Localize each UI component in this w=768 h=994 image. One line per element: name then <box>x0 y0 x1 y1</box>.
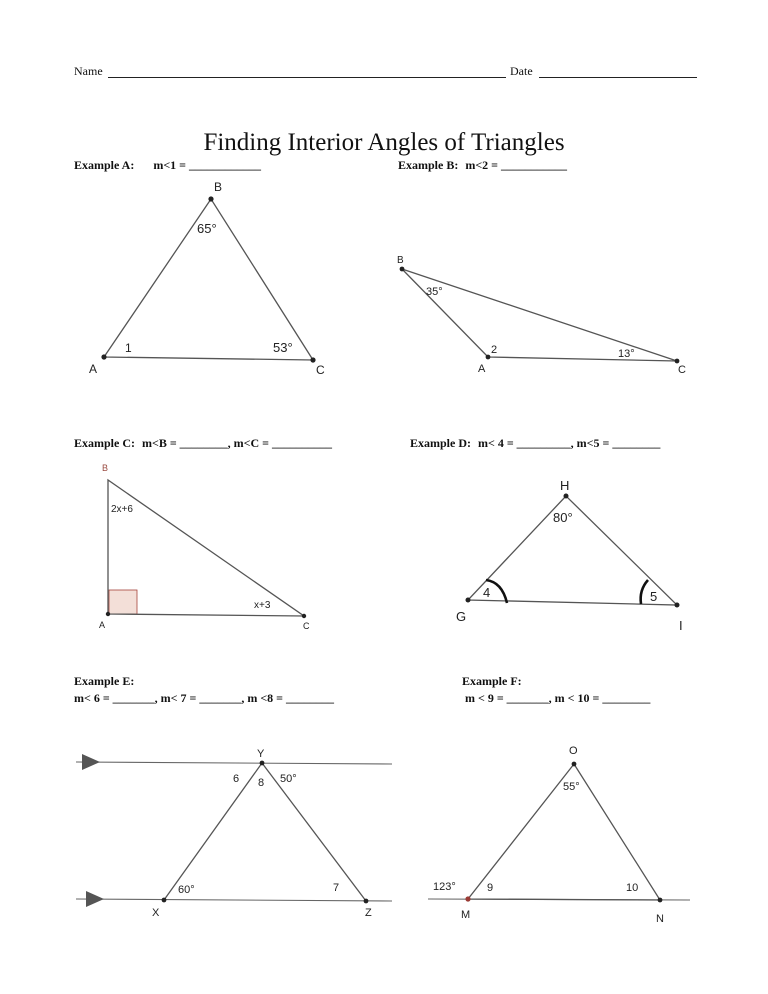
triangle-e <box>76 748 392 919</box>
example-d-label: Example D: <box>410 436 471 450</box>
example-c-label: Example C: <box>74 436 135 450</box>
triangle-f <box>428 745 690 925</box>
vertex-d-top: H <box>560 478 570 493</box>
angle-d-left: 4 <box>483 585 491 600</box>
vertex-c-left: A <box>99 620 106 630</box>
angle-c-top: 2x+6 <box>111 504 133 515</box>
angle-f-10: 10 <box>626 882 639 894</box>
angle-f-exterior: 123° <box>433 881 456 893</box>
vertex-e-left: X <box>152 907 160 919</box>
vertex-c-right: C <box>303 621 310 631</box>
triangle-c <box>99 463 310 631</box>
angle-f-9: 9 <box>487 882 494 894</box>
vertex-b-left: A <box>478 363 486 375</box>
page-title: Finding Interior Angles of Triangles <box>203 128 565 156</box>
angle-e-6: 6 <box>233 773 240 785</box>
angle-e-7: 7 <box>333 882 340 894</box>
vertex-b-top: B <box>397 255 404 266</box>
angle-b-right: 13° <box>618 348 635 360</box>
parallel-arrow-icon <box>82 754 100 770</box>
example-d-question: m< 4 = _________, m<5 = ________ <box>478 436 661 450</box>
angle-e-60: 60° <box>178 884 195 896</box>
vertex-f-left: M <box>461 909 471 921</box>
example-e-label: Example E: <box>74 674 135 688</box>
angle-e-8: 8 <box>258 777 265 789</box>
example-c-question: m<B = ________, m<C = __________ <box>142 436 333 450</box>
triangle-b <box>397 255 686 376</box>
date-label: Date <box>510 64 533 78</box>
vertex-e-right: Z <box>365 907 372 919</box>
angle-a-right: 53° <box>273 340 293 355</box>
example-b-label: Example B: <box>398 158 459 172</box>
example-b-question: m<2 = ___________ <box>465 158 568 172</box>
example-a-label: Example A: <box>74 158 135 172</box>
angle-c-right: x+3 <box>254 600 271 611</box>
vertex-e-top: Y <box>257 748 265 760</box>
vertex-a-left: A <box>89 362 98 376</box>
angle-a-left: 1 <box>125 341 132 355</box>
name-label: Name <box>74 64 103 78</box>
angle-d-right: 5 <box>650 589 658 604</box>
vertex-f-top: O <box>569 745 578 757</box>
angle-b-top: 35° <box>426 286 443 298</box>
angle-e-50: 50° <box>280 773 297 785</box>
example-f-question: m < 9 = _______, m < 10 = ________ <box>465 691 651 705</box>
vertex-d-left: G <box>456 609 467 624</box>
vertex-c-top: B <box>102 463 109 473</box>
angle-b-left: 2 <box>491 344 498 356</box>
vertex-d-right: I <box>679 618 683 633</box>
vertex-b-right: C <box>678 364 686 376</box>
vertex-f-right: N <box>656 913 664 925</box>
example-e-question: m< 6 = _______, m< 7 = _______, m <8 = ________ <box>74 691 335 705</box>
vertex-a-right: C <box>316 363 325 377</box>
angle-a-top: 65° <box>197 221 217 236</box>
angle-d-top: 80° <box>553 510 573 525</box>
example-f-label: Example F: <box>462 674 522 688</box>
angle-f-top: 55° <box>563 781 580 793</box>
triangle-a <box>89 180 325 377</box>
parallel-arrow-icon <box>86 891 104 907</box>
triangle-d <box>456 478 683 633</box>
example-a-question: m<1 = ____________ <box>153 158 262 172</box>
vertex-a-top: B <box>214 180 223 194</box>
